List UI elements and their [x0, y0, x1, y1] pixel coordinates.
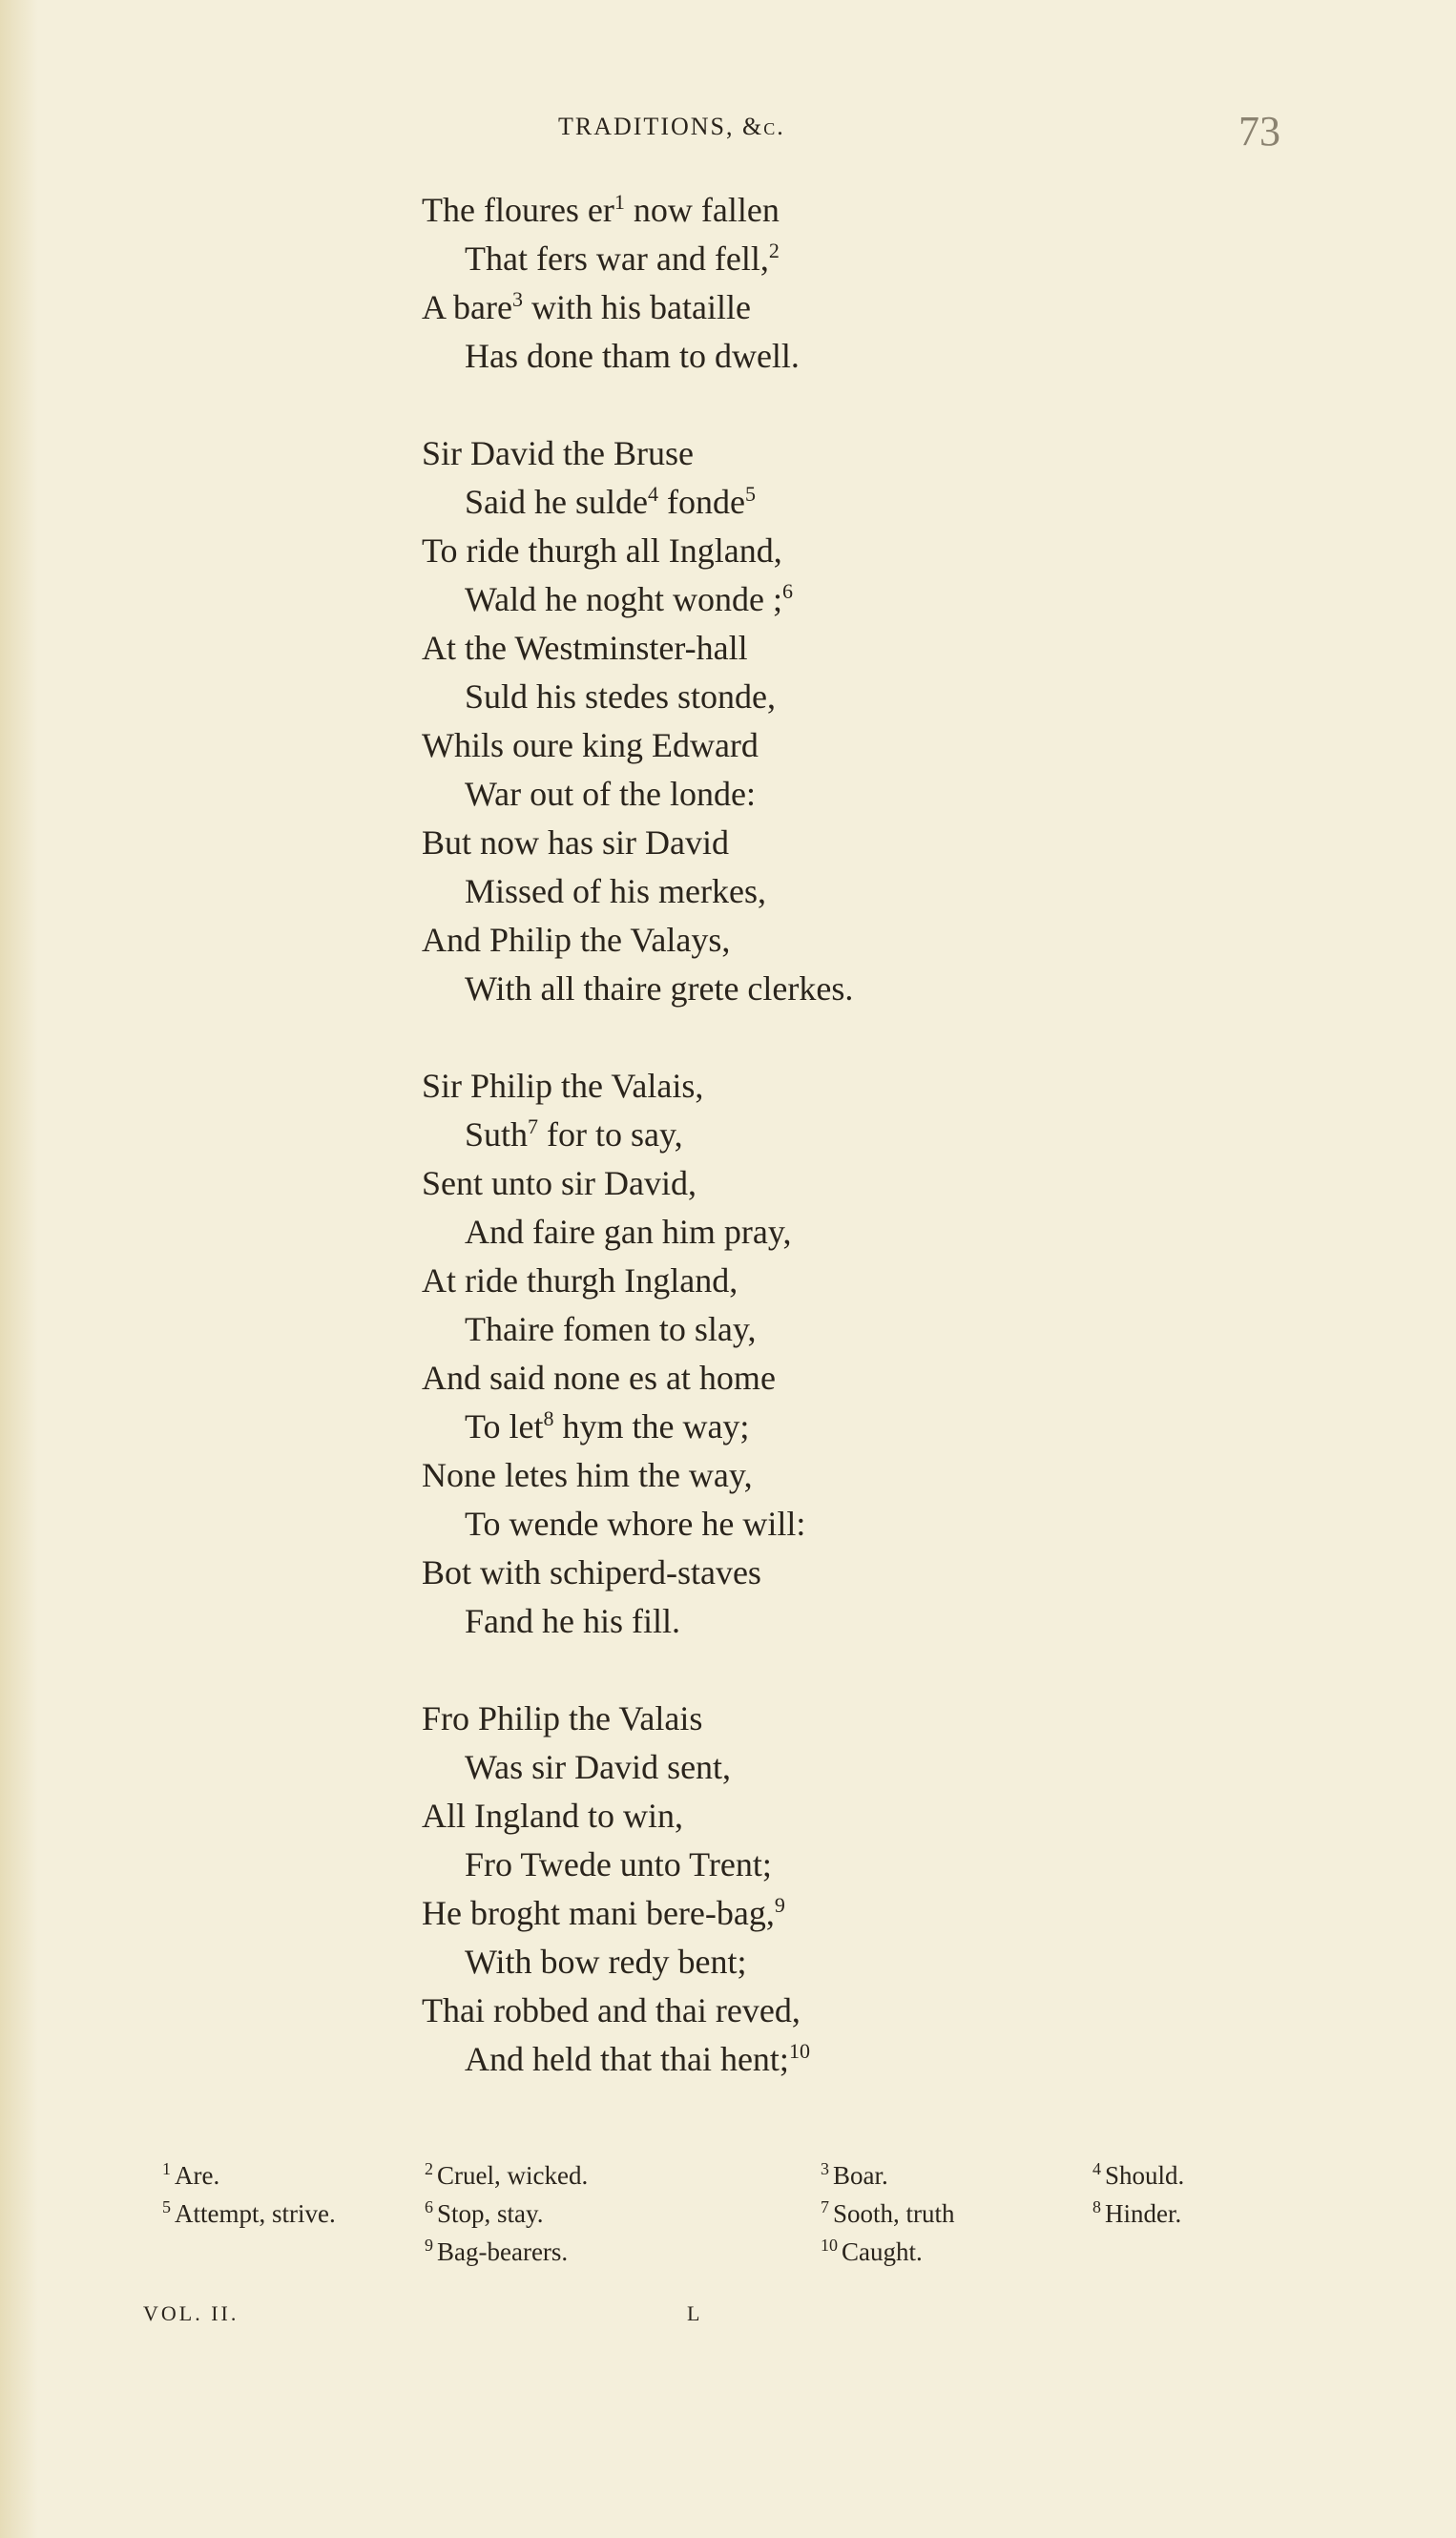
verse-text: He broght mani bere-bag, [422, 1894, 775, 1932]
stanza [422, 429, 1109, 1013]
footnote-marker: 7 [528, 1114, 539, 1138]
verse-line [422, 1987, 1109, 2035]
footnote-marker: 1 [614, 190, 625, 214]
verse-text: now fallen [624, 191, 780, 229]
verse-line [422, 527, 1109, 575]
verse-line [422, 1305, 1109, 1354]
verse-text: Sir Philip the Valais, [422, 1067, 704, 1105]
poem [422, 186, 1109, 2132]
verse-text: With all thaire grete clerkes. [465, 969, 854, 1008]
verse-text: War out of the londe: [465, 775, 757, 813]
verse-line [422, 721, 1109, 770]
footnote-3: $^3$ Boar. [821, 2159, 888, 2190]
verse-line [422, 770, 1109, 819]
verse-text: And Philip the Valays, [422, 921, 731, 959]
verse-text: And faire gan him pray, [465, 1213, 792, 1251]
stanza [422, 1695, 1109, 2084]
footnote-marker: 6 [782, 579, 794, 603]
verse-line [422, 1451, 1109, 1500]
verse-text: And held that thai hent; [465, 2040, 789, 2078]
footnote-2: $^2$ Cruel, wicked. [425, 2159, 589, 2190]
verse-text: But now has sir David [422, 823, 729, 862]
verse-line [422, 1792, 1109, 1841]
verse-text: With bow redy bent; [465, 1943, 747, 1981]
verse-text: Suth [465, 1115, 529, 1154]
verse-line [422, 332, 1109, 381]
verse-line [422, 867, 1109, 916]
verse-text: To ride thurgh all Ingland, [422, 531, 782, 570]
footnotes [162, 2156, 1259, 2271]
verse-line [422, 429, 1109, 478]
verse-line [422, 1938, 1109, 1987]
verse-text: Was sir David sent, [465, 1748, 732, 1786]
verse-line [422, 1500, 1109, 1549]
verse-line [422, 1403, 1109, 1451]
verse-text: At ride thurgh Ingland, [422, 1261, 738, 1300]
verse-text: with his bataille [522, 288, 751, 326]
verse-line [422, 819, 1109, 867]
footnote-9: $^9$ Bag-bearers. [425, 2236, 569, 2266]
verse-line [422, 1159, 1109, 1208]
footnote-row [162, 2156, 1259, 2195]
verse-line [422, 1549, 1109, 1597]
verse-line [422, 283, 1109, 332]
verse-line [422, 624, 1109, 673]
verse-text: Bot with schiperd-staves [422, 1553, 761, 1591]
verse-text: Missed of his merkes, [465, 872, 766, 910]
footnote-marker: 5 [744, 482, 756, 506]
running-head: TRADITIONS, &c. [558, 113, 785, 140]
verse-line [422, 1841, 1109, 1889]
volume-label: VOL. II. [143, 2301, 239, 2325]
footnote-8: $^8$ Hinder. [1092, 2197, 1182, 2228]
footnote-marker: 9 [774, 1893, 785, 1917]
stanza [422, 1062, 1109, 1646]
footnote-marker: 2 [768, 239, 780, 262]
stanza [422, 186, 1109, 381]
footnote-row [162, 2233, 1259, 2271]
verse-line [422, 1354, 1109, 1403]
verse-text: And said none es at home [422, 1359, 776, 1397]
verse-text: hym the way; [553, 1407, 750, 1446]
verse-line [422, 575, 1109, 624]
verse-text: Thai robbed and thai reved, [422, 1991, 801, 2029]
verse-text: None letes him the way, [422, 1456, 753, 1494]
verse-text: Whils oure king Edward [422, 726, 759, 764]
verse-text: Wald he noght wonde ; [465, 580, 783, 618]
verse-text: Sir David the Bruse [422, 434, 694, 472]
page-edge-shadow [0, 0, 38, 2538]
verse-text: Said he sulde [465, 483, 648, 521]
verse-text: A bare [422, 288, 512, 326]
verse-text: Fro Twede unto Trent; [465, 1845, 772, 1883]
verse-line [422, 478, 1109, 527]
footnote-marker: 4 [647, 482, 658, 506]
verse-text: At the Westminster-hall [422, 629, 748, 667]
verse-line [422, 916, 1109, 965]
verse-line [422, 1062, 1109, 1111]
verse-line [422, 1889, 1109, 1938]
verse-text: Fand he his fill. [465, 1602, 680, 1640]
footnote-marker: 10 [788, 2039, 810, 2063]
verse-line [422, 1257, 1109, 1305]
verse-line [422, 965, 1109, 1013]
verse-text: for to say, [538, 1115, 683, 1154]
footnote-1: $^1$ Are. [162, 2159, 220, 2190]
verse-line [422, 1695, 1109, 1743]
footnote-4: $^4$ Should. [1092, 2159, 1185, 2190]
verse-line [422, 1597, 1109, 1646]
verse-text: Suld his stedes stonde, [465, 677, 777, 716]
verse-text: To let [465, 1407, 544, 1446]
verse-text: To wende whore he will: [465, 1505, 806, 1543]
footnote-5: $^5$ Attempt, strive. [162, 2197, 336, 2228]
footnote-7: $^7$ Sooth, truth [821, 2197, 955, 2228]
footnote-row [162, 2195, 1259, 2233]
verse-text: All Ingland to win, [422, 1797, 683, 1835]
footnote-marker: 3 [511, 287, 523, 311]
verse-line [422, 2035, 1109, 2084]
verse-line [422, 1208, 1109, 1257]
footnote-marker: 8 [543, 1406, 554, 1430]
verse-text: Fro Philip the Valais [422, 1699, 703, 1737]
footnote-6: $^6$ Stop, stay. [425, 2197, 544, 2228]
verse-line [422, 1743, 1109, 1792]
footnote-10: $^{10}$ Caught. [821, 2236, 923, 2266]
verse-text: Sent unto sir David, [422, 1164, 697, 1202]
verse-line [422, 186, 1109, 235]
verse-text: Thaire fomen to slay, [465, 1310, 757, 1348]
page-number: 73 [1238, 108, 1280, 155]
verse-text: Has done tham to dwell. [465, 337, 800, 375]
verse-line [422, 673, 1109, 721]
verse-line [422, 1111, 1109, 1159]
verse-text: That fers war and fell, [465, 239, 769, 278]
signature-mark: L [687, 2301, 703, 2325]
verse-text: The floures er [422, 191, 614, 229]
verse-text: fonde [657, 483, 745, 521]
verse-line [422, 235, 1109, 283]
